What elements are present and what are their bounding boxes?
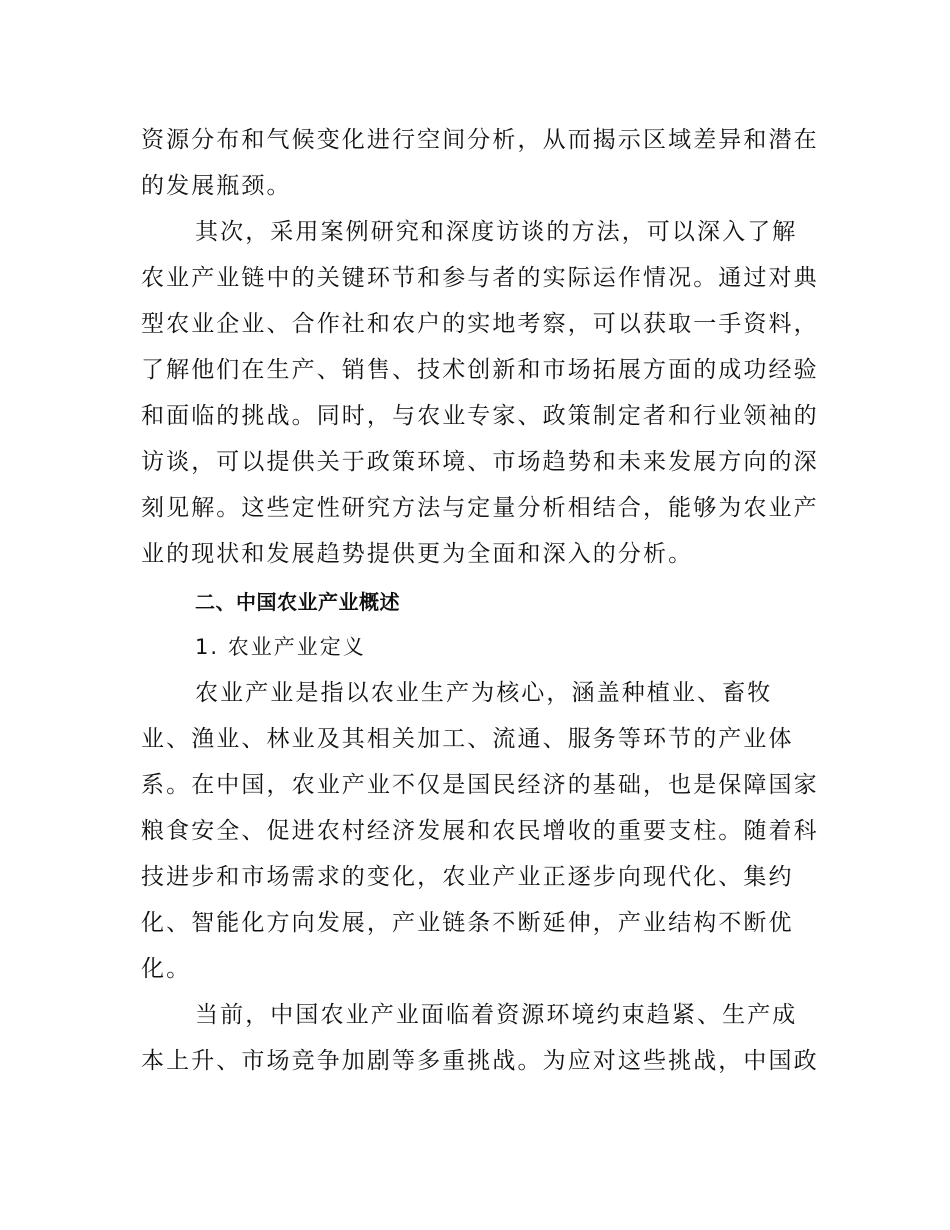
paragraph-first-line: 当前，中国农业产业面临着资源环境约束趋紧、生产成 <box>195 1002 798 1028</box>
body-text-line: 化、智能化方向发展，产业链条不断延伸，产业结构不断优 <box>141 910 794 936</box>
body-text-line: 粮食安全、促进农村经济发展和农民增收的重要支柱。随着科 <box>141 818 819 844</box>
body-text-line: 业的现状和发展趋势提供更为全面和深入的分析。 <box>141 541 694 567</box>
subsection-heading: 1. 农业产业定义 <box>195 635 366 659</box>
body-text-line: 化。 <box>141 956 192 982</box>
body-text-line: 系。在中国，农业产业不仅是国民经济的基础，也是保障国家 <box>141 772 819 798</box>
body-text-line: 的发展瓶颈。 <box>141 173 292 199</box>
body-text-line: 农业产业链中的关键环节和参与者的实际运作情况。通过对典 <box>141 265 819 291</box>
body-text-line: 资源分布和气候变化进行空间分析，从而揭示区域差异和潜在 <box>141 127 819 153</box>
body-text-line: 访谈，可以提供关于政策环境、市场趋势和未来发展方向的深 <box>141 449 819 475</box>
body-text-line: 和面临的挑战。同时，与农业专家、政策制定者和行业领袖的 <box>141 403 819 429</box>
section-heading: 二、中国农业产业概述 <box>195 590 400 614</box>
body-text-line: 技进步和市场需求的变化，农业产业正逐步向现代化、集约 <box>141 864 794 890</box>
body-text-line: 本上升、市场竞争加剧等多重挑战。为应对这些挑战，中国政 <box>141 1048 819 1074</box>
body-text-line: 型农业企业、合作社和农户的实地考察，可以获取一手资料， <box>141 311 819 337</box>
body-text-line: 刻见解。这些定性研究方法与定量分析相结合，能够为农业产 <box>141 495 819 521</box>
paragraph-first-line: 其次，采用案例研究和深度访谈的方法，可以深入了解 <box>195 219 798 245</box>
body-text-line: 业、渔业、林业及其相关加工、流通、服务等环节的产业体 <box>141 726 794 752</box>
body-text-line: 了解他们在生产、销售、技术创新和市场拓展方面的成功经验 <box>141 357 819 383</box>
paragraph-first-line: 农业产业是指以农业生产为核心，涵盖种植业、畜牧 <box>195 680 773 706</box>
